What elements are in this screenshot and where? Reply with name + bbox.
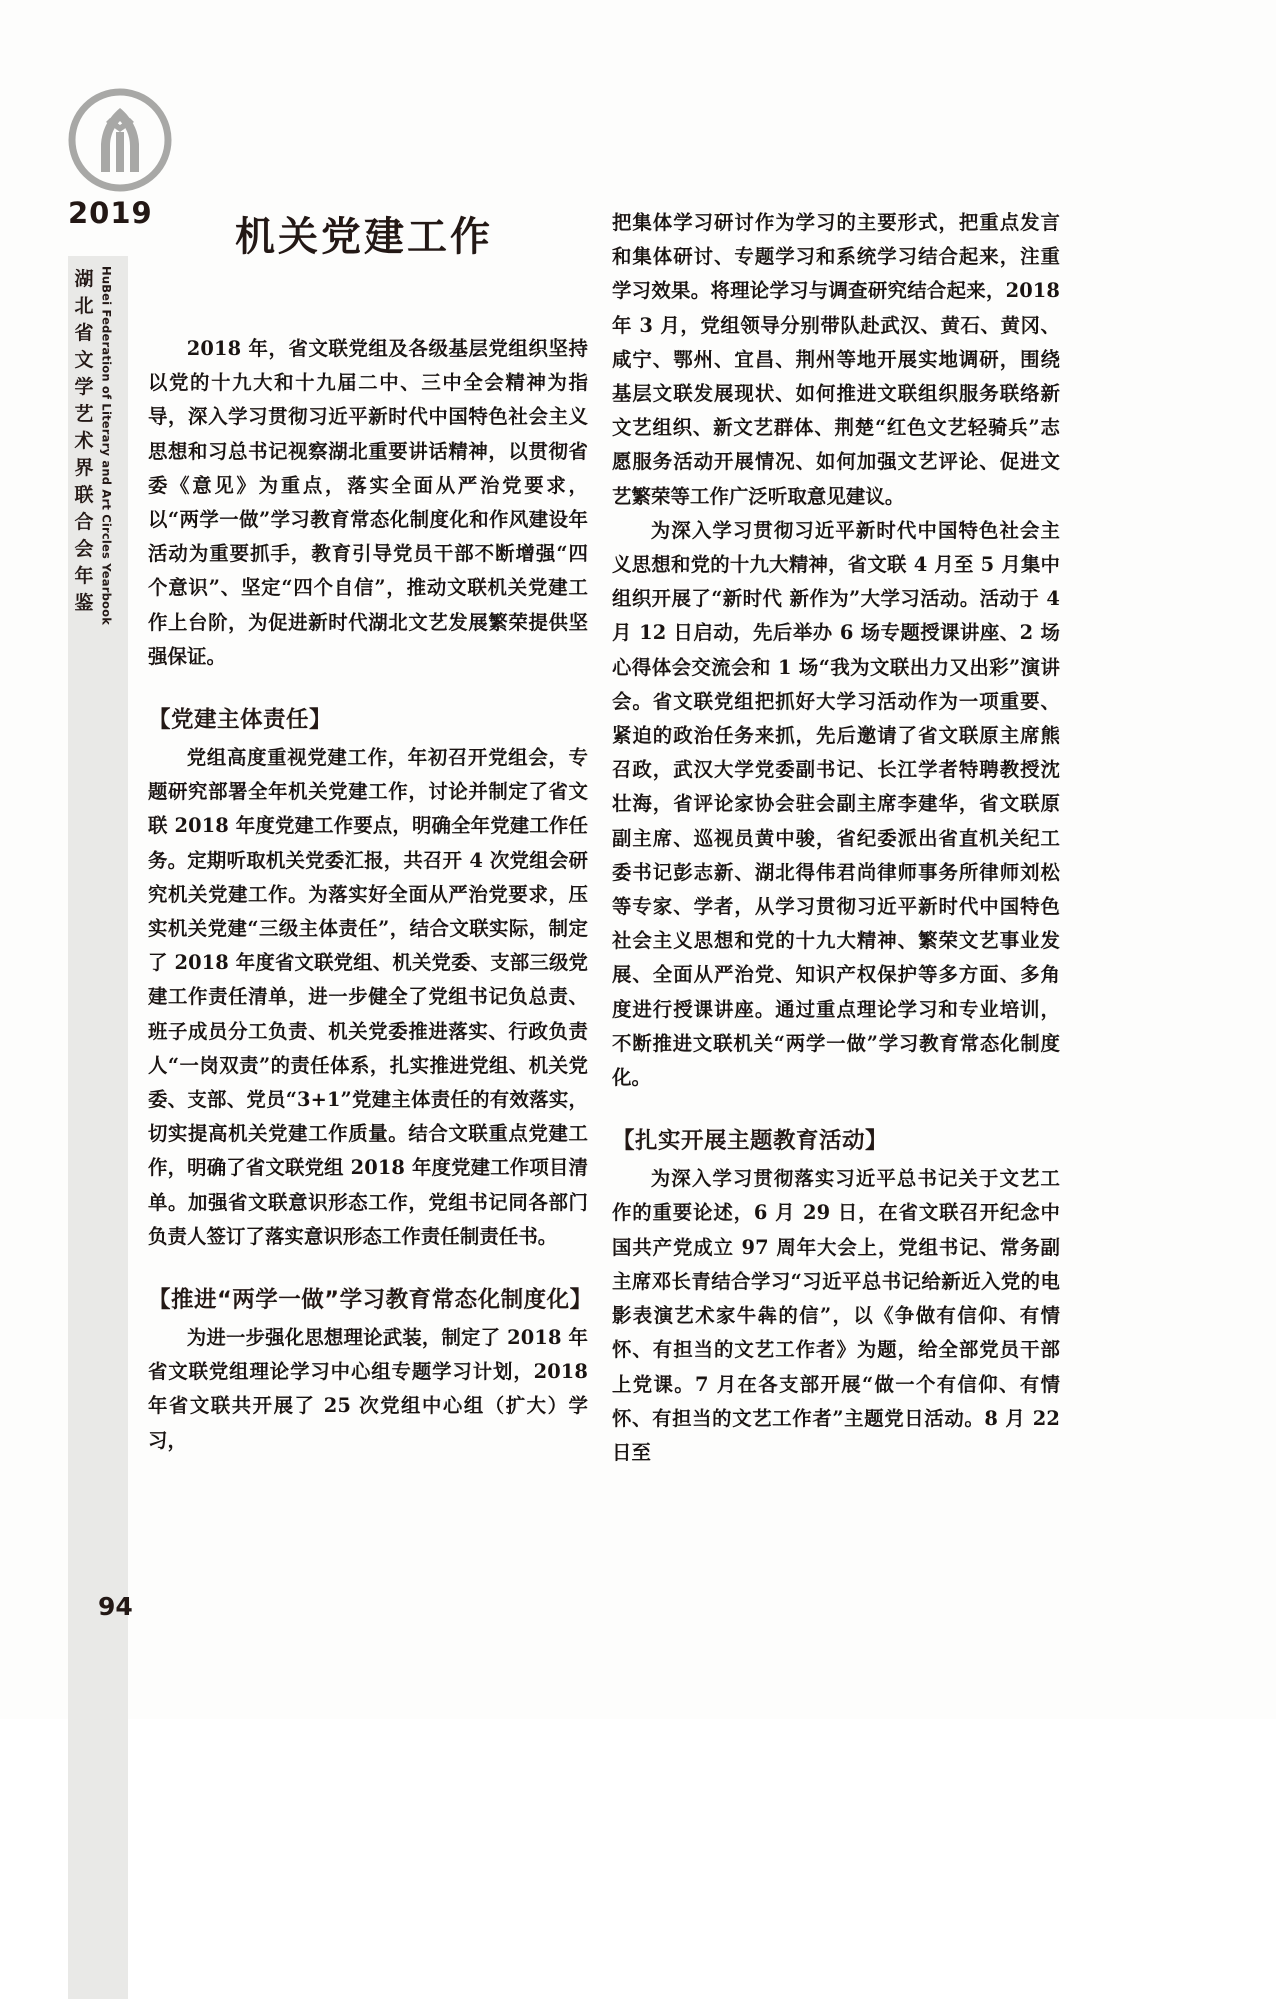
paragraph: 为进一步强化思想理论武装，制定了 2018 年省文联党组理论学习中心组专题学习计划，2018 年省文联共开展了 25 次党组中心组（扩大）学习， [148, 1321, 588, 1458]
page-number: 94 [98, 1592, 133, 1621]
page-title: 机关党建工作 [235, 205, 493, 262]
paragraph: 为深入学习贯彻习近平新时代中国特色社会主义思想和党的十九大精神，省文联 4 月至 5 月集中组织开展了“新时代 新作为”大学习活动。活动于 4 月 12 日启动，先后举办 6 场专题授课讲座、2 场心得体会交流会和 1 场“我为文联出力又出彩”演讲会。省文联党组把抓好大学习活动作为一项重要、紧迫的政治任务来抓，先后邀请了省文联原主席熊召政，武汉大学党委副书记、长江学者特聘教授沈壮海，省评论家协会驻会副主席李建华，省文联原副主席、巡视员黄中骏，省纪委派出省直机关纪工委书记彭志新、湖北得伟君尚律师事务所律师刘松等专家、学者，从学习贯彻习近平新时代中国特色社会主义思想和党的十九大精神、繁荣文艺事业发展、全面从严治党、知识产权保护等多方面、多角度进行授课讲座。通过重点理论学习和专业培训，不断推进文联机关“两学一做”学习教育常态化制度化。 [612, 514, 1060, 1095]
spine-title-english: HuBei Federation of Literary and Art Circles Yearbook [100, 266, 112, 1985]
section-heading-party-building-responsibility: 【党建主体责任】 [148, 704, 588, 737]
right-column [612, 206, 1060, 1470]
paragraph: 党组高度重视党建工作，年初召开党组会，专题研究部署全年机关党建工作，讨论并制定了省文联 2018 年度党建工作要点，明确全年党建工作任务。定期听取机关党委汇报，共召开 4 次党组会研究机关党建工作。为落实好全面从严治党要求，压实机关党建“三级主体责任”，结合文联实际，制定了 2018 年度省文联党组、机关党委、支部三级党建工作责任清单，进一步健全了党组书记负总责、班子成员分工负责、机关党委推进落实、行政负责人“一岗双责”的责任体系，扎实推进党组、机关党委、支部、党员“3+1”党建主体责任的有效落实，切实提高机关党建工作质量。结合文联重点党建工作，明确了省文联党组 2018 年度党建工作项目清单。加强省文联意识形态工作，党组书记同各部门负责人签订了落实意识形态工作责任制责任书。 [148, 741, 588, 1254]
section-heading-two-studies-one-action: 【推进“两学一做”学习教育常态化制度化】 [148, 1284, 588, 1317]
paragraph: 把集体学习研讨作为学习的主要形式，把重点发言和集体研讨、专题学习和系统学习结合起来，注重学习效果。将理论学习与调查研究结合起来，2018 年 3 月，党组领导分别带队赴武汉、黄石、黄冈、咸宁、鄂州、宜昌、荆州等地开展实地调研，围绕基层文联发展现状、如何推进文联组织服务联络新文艺组织、新文艺群体、荆楚“红色文艺轻骑兵”志愿服务活动开展情况、如何加强文艺评论、促进文艺繁荣等工作广泛听取意见建议。 [612, 206, 1060, 514]
spine-banner [68, 256, 128, 1999]
yearbook-year: 2019 [68, 196, 182, 230]
spine-title-chinese: 湖北省文学艺术界联合会年鉴 [72, 266, 96, 617]
section-heading-thematic-education: 【扎实开展主题教育活动】 [612, 1125, 1060, 1158]
hubei-federation-emblem-icon [68, 88, 172, 192]
paragraph: 2018 年，省文联党组及各级基层党组织坚持以党的十九大和十九届二中、三中全会精神为指导，深入学习贯彻习近平新时代中国特色社会主义思想和习总书记视察湖北重要讲话精神，以贯彻省委《意见》为重点，落实全面从严治党要求，以“两学一做”学习教育常态化制度化和作风建设年活动为重要抓手，教育引导党员干部不断增强“四个意识”、坚定“四个自信”，推动文联机关党建工作上台阶，为促进新时代湖北文艺发展繁荣提供坚强保证。 [148, 332, 588, 674]
paragraph: 为深入学习贯彻落实习近平总书记关于文艺工作的重要论述，6 月 29 日，在省文联召开纪念中国共产党成立 97 周年大会上，党组书记、常务副主席邓长青结合学习“习近平总书记给新近入党的电影表演艺术家牛犇的信”，以《争做有信仰、有情怀、有担当的文艺工作者》为题，给全部党员干部上党课。7 月在各支部开展“做一个有信仰、有情怀、有担当的文艺工作者”主题党日活动。8 月 22 日至 [612, 1162, 1060, 1470]
left-column [148, 332, 588, 1458]
